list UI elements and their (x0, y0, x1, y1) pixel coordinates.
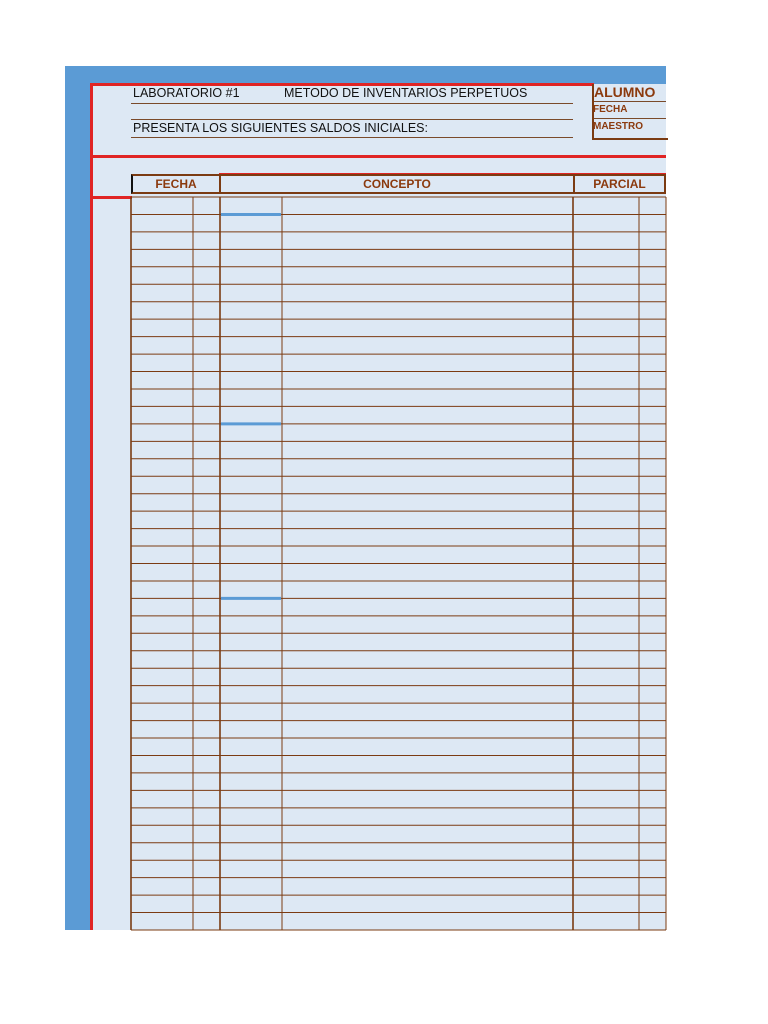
column-header-parcial: PARCIAL (573, 174, 666, 194)
method-title: METODO DE INVENTARIOS PERPETUOS (284, 86, 528, 100)
column-header-fecha: FECHA (131, 174, 221, 194)
intro-text: PRESENTA LOS SIGUIENTES SALDOS INICIALES: (133, 121, 428, 135)
fecha-label: FECHA (593, 104, 628, 115)
alumno-label: ALUMNO (594, 84, 656, 100)
lab-title: LABORATORIO #1 (133, 86, 240, 100)
column-header-concepto: CONCEPTO (219, 174, 575, 194)
maestro-label: MAESTRO (593, 121, 643, 132)
